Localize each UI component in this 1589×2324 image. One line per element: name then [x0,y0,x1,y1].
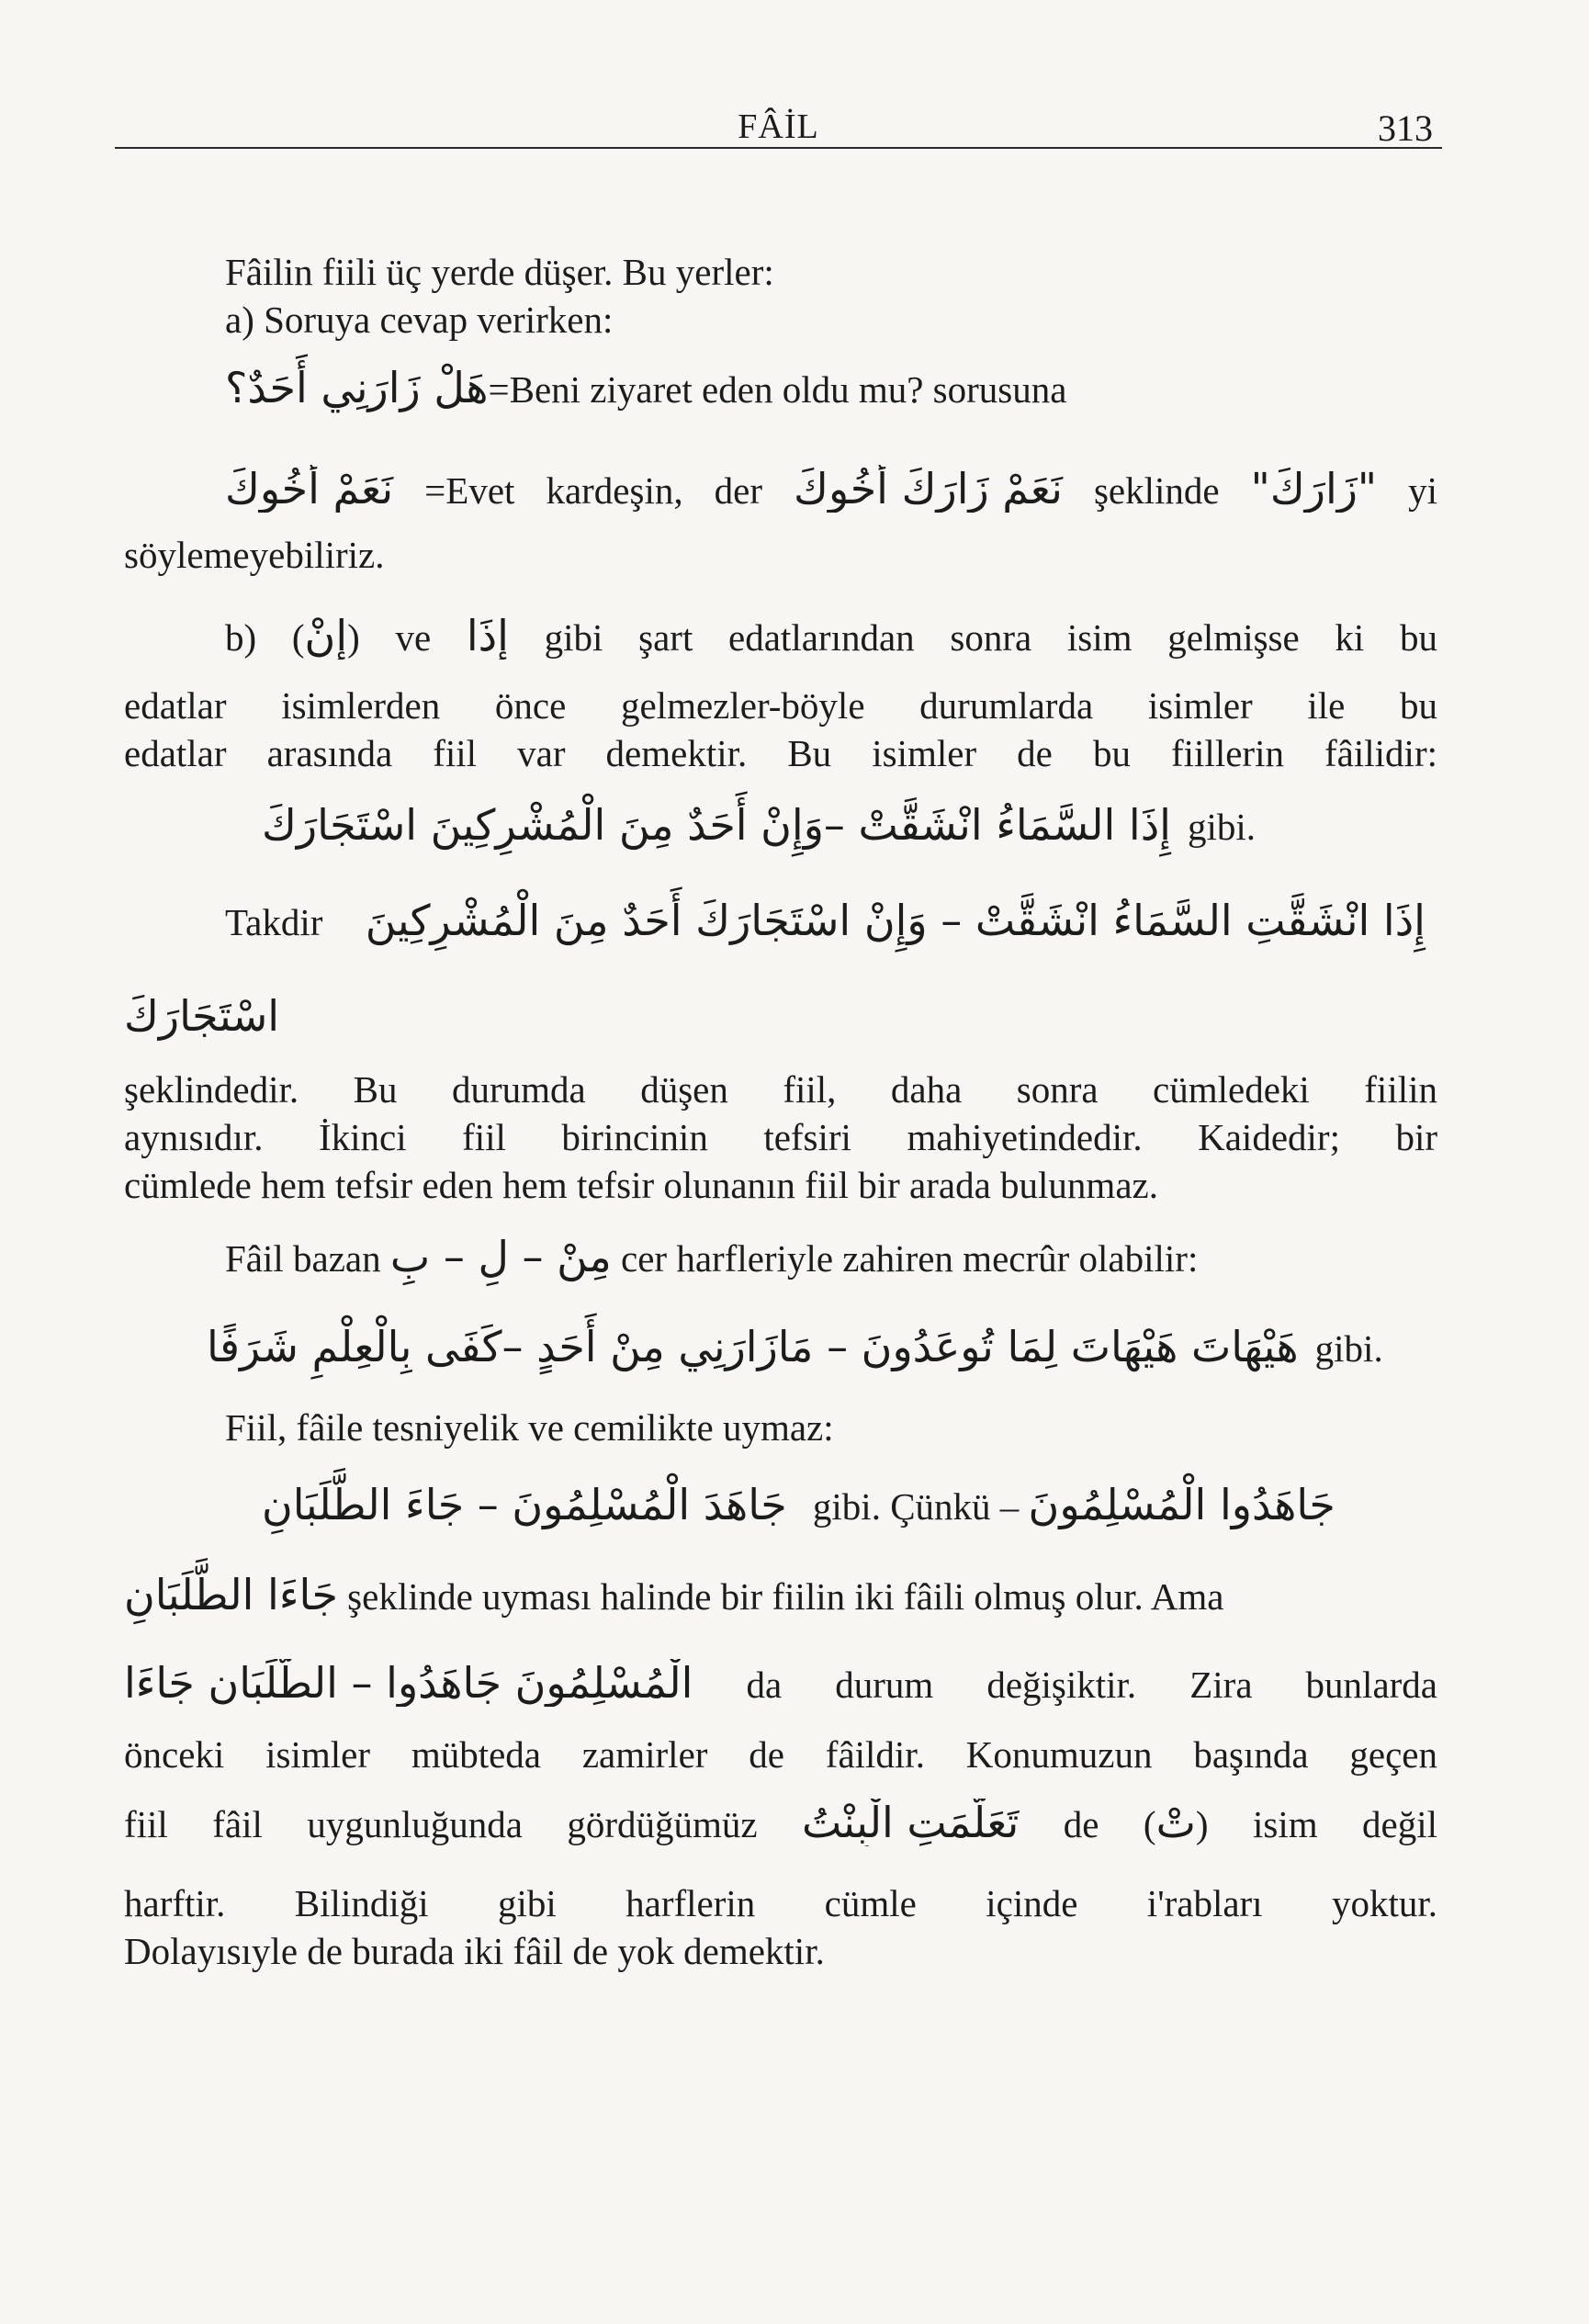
line-6-text-b: ) ve [347,616,432,659]
line-15-text-a: Fâil bazan [225,1237,381,1280]
arabic-question: هَلْ زَارَنِي أَحَدٌ؟ [225,363,489,412]
text-line-12: şeklindedir. Bu durumda düşen fiil, daha sonra cümledeki fiilin [124,1068,1437,1111]
text-line-21: önceki isimler mübteda zamirler de fâildir. Konumuzun başında geçen [124,1733,1437,1776]
text-line-8: edatlar arasında fiil var demektir. Bu isimler de bu fiillerin fâilidir: [124,732,1437,774]
line-4-text-2: şeklinde [1093,469,1220,512]
line-19-text: şeklinde uyması halinde bir fiilin iki fâili olmuş olur. Ama [347,1575,1224,1618]
text-line-2: a) Soruya cevap verirken: [225,299,614,341]
line-22-text-a: fiil fâil uygunluğunda gördüğümüz [124,1803,758,1845]
arabic-answer: نَعَمْ أَخُوكَ [225,465,394,513]
line-16-gibi: gibi. [1314,1327,1383,1370]
running-title: FÂİL [738,107,819,146]
arabic-quoted-verb: "زَارَكَ" [1250,465,1378,513]
text-line-19 [124,1571,1437,1620]
line-10-takdir: Takdir [225,901,323,943]
text-line-3 [225,364,1437,413]
line-22-text-b: de ( [1063,1803,1156,1845]
arabic-full-answer: نَعَمْ زَارَكَ أَخُوكَ [794,465,1063,513]
line-4-text-1: =Evet kardeşin, der [424,469,762,512]
text-line-16 [124,1323,1437,1372]
text-line-5: söylemeyebiliriz. [124,534,385,576]
text-line-22 [124,1799,1437,1846]
line-18-text: gibi. Çünkü – [812,1485,1020,1528]
arabic-example-3: جَاهَدَ الْمُسْلِمُونَ – جَاءَ الطَّلَبَانِ [262,1480,787,1529]
arabic-ta: تْ [1155,1799,1196,1846]
line-15-text-b: cer harfleriyle zahiren mecrûr olabilir: [621,1237,1199,1280]
line-6-text-a: b) ( [225,616,305,659]
arabic-takdir: إِذَا انْشَقَّتِ السَّمَاءُ انْشَقَّتْ – وَإِنْ اسْتَجَارَكَ أَحَدٌ مِنَ الْمُشْرِكِينَ [365,896,1426,945]
arabic-example-6: الْمُسْلِمُونَ جَاهَدُوا – الطَّلَبَانِ جَاءَا [124,1659,693,1707]
text-line-23: harftir. Bilindiği gibi harflerin cümle içinde i'rabları yoktur. [124,1882,1437,1924]
arabic-iza: إِذَا [466,612,509,660]
text-line-14: cümlede hem tefsir eden hem tefsir olunanın fiil bir arada bulunmaz. [124,1164,1158,1206]
arabic-cer-harfleri: مِنْ – لِ – بِ [389,1232,612,1281]
arabic-istajarak: اسْتَجَارَكَ [124,991,280,1041]
text-line-18 [124,1481,1437,1530]
text-line-10 [225,897,1437,946]
line-20-text: da durum değişiktir. Zira bunlarda [746,1664,1437,1706]
line-9-gibi: gibi. [1187,806,1257,848]
text-line-11 [124,992,1437,1042]
arabic-in: إِنْ [304,612,348,660]
line-6-text-c: gibi şart edatlarından sonra isim gelmişse ki bu [544,616,1437,659]
text-line-13: aynısıdır. İkinci fiil birincinin tefsiri mahiyetindedir. Kaidedir; bir [124,1116,1437,1158]
text-line-24: Dolayısıyle de burada iki fâil de yok demektir. [124,1930,825,1972]
text-line-9 [124,801,1437,851]
text-line-6 [225,612,1437,660]
text-line-4 [225,465,1437,513]
arabic-example-7: تَعَلَّمَتِ الْبِنْتُ [802,1799,1020,1846]
arabic-example-2: هَيْهَاتَ هَيْهَاتَ لِمَا تُوعَدُونَ – مَازَارَنِي مِنْ أَحَدٍ –كَفَى بِالْعِلْمِ شَرَفًا [207,1322,1299,1371]
text-line-7: edatlar isimlerden önce gelmezler-böyle durumlarda isimler ile bu [124,684,1437,727]
line-3-text: =Beni ziyaret eden oldu mu? sorusuna [488,368,1067,411]
text-line-20 [124,1659,1437,1707]
line-4-text-3: yi [1408,469,1437,512]
page-number: 313 [1378,107,1433,149]
arabic-example-5: جَاءَا الطَّلَبَانِ [124,1570,338,1619]
page-header [115,103,1442,149]
text-line-15 [225,1233,1437,1282]
arabic-example-1: إِذَا السَّمَاءُ انْشَقَّتْ –وَإِنْ أَحَدٌ مِنَ الْمُشْرِكِينَ اسْتَجَارَكَ [262,800,1171,850]
arabic-example-4: جَاهَدُوا الْمُسْلِمُونَ [1028,1480,1335,1529]
line-22-text-c: ) isim değil [1195,1803,1437,1845]
text-line-17: Fiil, fâile tesniyelik ve cemilikte uymaz: [225,1406,834,1449]
text-line-1: Fâilin fiili üç yerde düşer. Bu yerler: [225,251,774,293]
